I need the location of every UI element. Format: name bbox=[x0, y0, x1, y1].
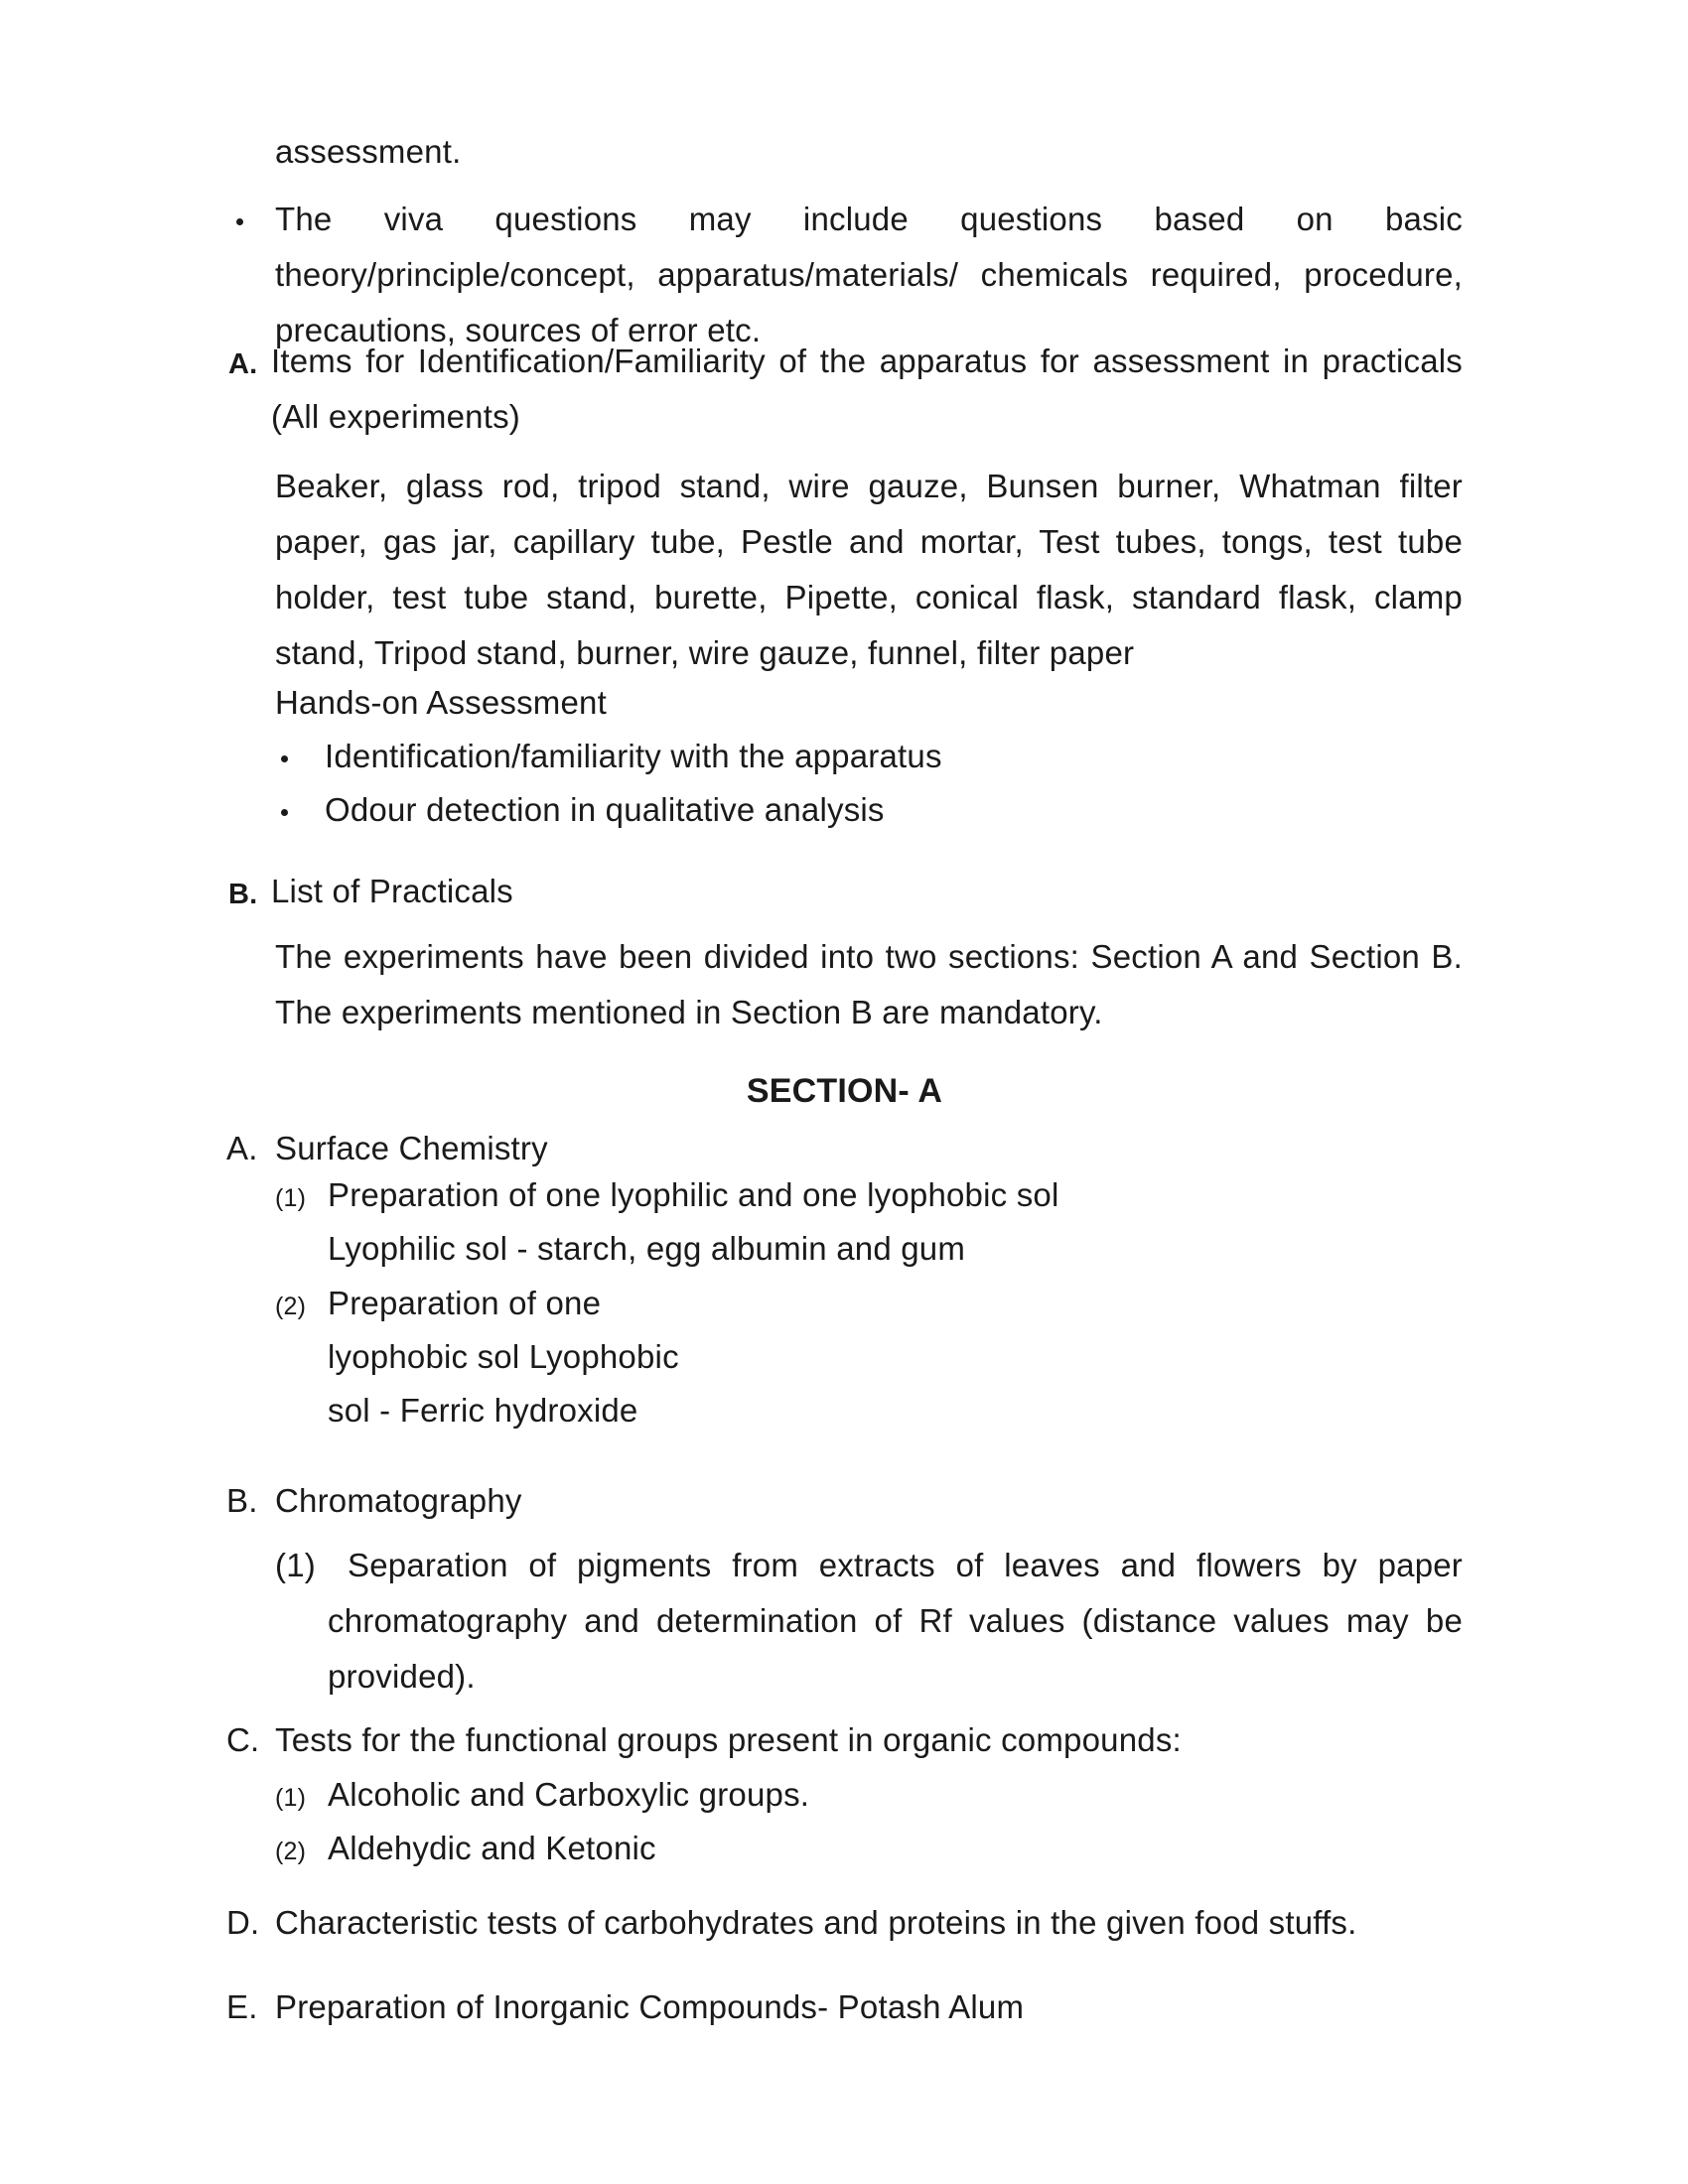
section-item-e-title: Preparation of Inorganic Compounds- Potash Alum bbox=[275, 1988, 1025, 2025]
tests-entry-1 bbox=[226, 1767, 1463, 1823]
surface-entry-2-line-3: sol - Ferric hydroxide bbox=[328, 1392, 638, 1429]
tests-entry-2 bbox=[226, 1821, 1463, 1876]
experiments-paragraph: The experiments have been divided into two sections: Section A and Section B. The experiments mentioned in Section B are mandatory. bbox=[275, 938, 1463, 1030]
hands-on-bullet-2 bbox=[226, 782, 1463, 838]
section-heading: SECTION- A bbox=[746, 1072, 943, 1110]
item-a bbox=[226, 334, 1463, 445]
chromatography-entry-1-text: Separation of pigments from extracts of leaves and flowers by paper chromatography and determination of Rf values (distance values may be provided). bbox=[328, 1547, 1463, 1695]
surface-entry-1-line-2: Lyophilic sol - starch, egg albumin and gum bbox=[328, 1230, 966, 1267]
surface-entry-2-line-2: lyophobic sol Lyophobic bbox=[328, 1338, 679, 1375]
section-item-b-label: B. bbox=[226, 1482, 258, 1519]
section-item-c-label: C. bbox=[226, 1721, 260, 1758]
tests-entry-1-text: Alcoholic and Carboxylic groups. bbox=[328, 1776, 810, 1813]
viva-bullet-text: The viva questions may include questions based on basic theory/principle/concept, apparatus/materials/ chemicals required, procedure, precautions, sources of error etc. bbox=[275, 201, 1463, 348]
hands-on-heading: Hands-on Assessment bbox=[275, 684, 607, 721]
entry-number: (1) bbox=[275, 1784, 307, 1812]
item-a-title: Items for Identification/Familiarity of the apparatus for assessment in practicals (All experiments) bbox=[271, 342, 1463, 435]
section-item-e-label: E. bbox=[226, 1988, 258, 2025]
bullet-icon bbox=[281, 755, 288, 762]
surface-entry-1-line-1: Preparation of one lyophilic and one lyophobic sol bbox=[328, 1176, 1059, 1213]
item-b-title: List of Practicals bbox=[271, 873, 513, 909]
section-item-b-title: Chromatography bbox=[275, 1482, 522, 1519]
hands-on-bullet-1 bbox=[226, 729, 1463, 784]
hands-on-bullet-2-text: Odour detection in qualitative analysis bbox=[325, 791, 885, 828]
bullet-icon bbox=[236, 218, 243, 225]
section-item-b bbox=[226, 1473, 1463, 1529]
section-item-d-label: D. bbox=[226, 1904, 260, 1941]
hands-on-bullet-1-text: Identification/familiarity with the apparatus bbox=[325, 738, 942, 774]
entry-number: (2) bbox=[275, 1838, 307, 1865]
bullet-icon bbox=[281, 809, 288, 816]
surface-entry-2-line-1: Preparation of one bbox=[328, 1285, 602, 1321]
apparatus-paragraph: Beaker, glass rod, tripod stand, wire gauze, Bunsen burner, Whatman filter paper, gas jar, capillary tube, Pestle and mortar, Test tubes, tongs, test tube holder, test tube stand, burette, Pipette, conical flask, standard flask, clamp stand, Tripod stand, burner, wire gauze, funnel, filter paper bbox=[275, 468, 1463, 671]
entry-number: (2) bbox=[275, 1293, 307, 1320]
item-b bbox=[226, 864, 1463, 919]
section-item-c-title: Tests for the functional groups present in organic compounds: bbox=[275, 1721, 1182, 1758]
chromatography-entry-1 bbox=[226, 1538, 1463, 1705]
section-item-d-title: Characteristic tests of carbohydrates and proteins in the given food stuffs. bbox=[275, 1904, 1357, 1941]
item-a-label: A. bbox=[228, 348, 258, 380]
item-b-label: B. bbox=[228, 879, 258, 910]
surface-entry-1 bbox=[226, 1167, 1463, 1223]
section-item-d bbox=[226, 1895, 1463, 1951]
tests-entry-2-text: Aldehydic and Ketonic bbox=[328, 1830, 656, 1866]
entry-number: (1) bbox=[275, 1547, 316, 1583]
entry-number: (1) bbox=[275, 1184, 307, 1212]
surface-entry-2 bbox=[226, 1276, 1463, 1331]
section-item-a-title: Surface Chemistry bbox=[275, 1130, 548, 1166]
section-item-c bbox=[226, 1712, 1463, 1768]
intro-continuation-text: assessment. bbox=[275, 133, 462, 170]
section-item-e bbox=[226, 1979, 1463, 2035]
section-item-a-label: A. bbox=[226, 1130, 258, 1166]
